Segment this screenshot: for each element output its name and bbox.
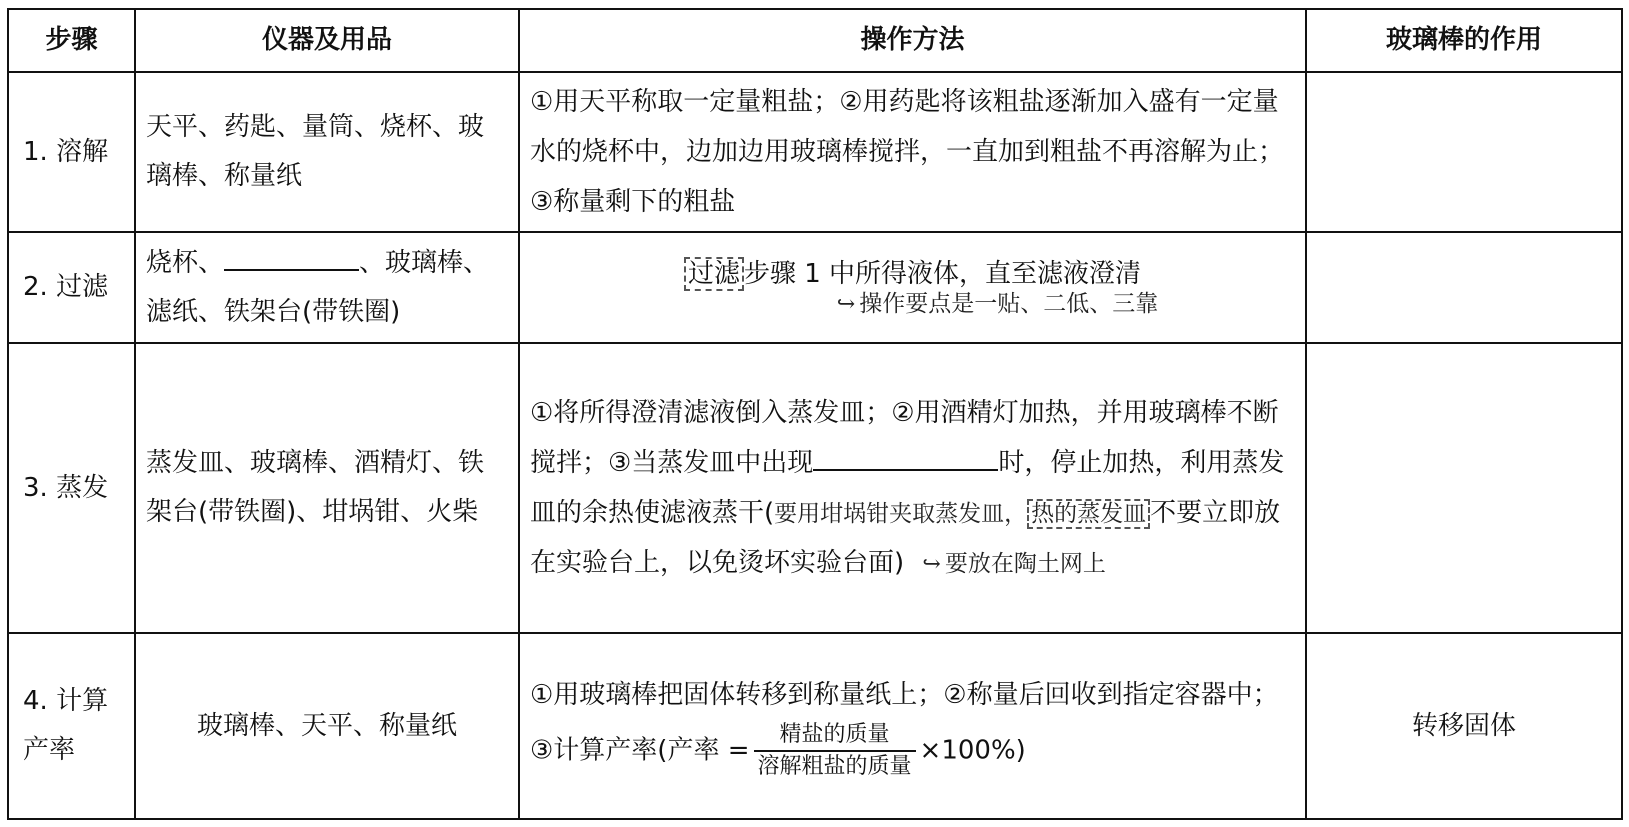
method-cell bbox=[519, 633, 1306, 819]
tools-cell: 玻璃棒、天平、称量纸 bbox=[135, 633, 519, 819]
tools-cell bbox=[135, 232, 519, 343]
rod-cell: 转移固体 bbox=[1306, 633, 1622, 819]
tools-text: 、玻璃棒、滤纸、铁架台(带铁圈) bbox=[146, 247, 490, 327]
header-rod: 玻璃棒的作用 bbox=[1306, 9, 1622, 72]
header-method: 操作方法 bbox=[519, 9, 1306, 72]
tools-cell: 蒸发皿、玻璃棒、酒精灯、铁架台(带铁圈)、坩埚钳、火柴 bbox=[135, 343, 519, 633]
header-tools: 仪器及用品 bbox=[135, 9, 519, 72]
table-row bbox=[8, 343, 1622, 633]
tools-cell: 天平、药匙、量筒、烧杯、玻璃棒、称量纸 bbox=[135, 72, 519, 232]
fraction-denominator: 溶解粗盐的质量 bbox=[757, 754, 912, 779]
handwritten-note: 操作要点是一贴、二低、三靠 bbox=[859, 291, 1159, 317]
method-cell bbox=[519, 343, 1306, 633]
table-row bbox=[8, 633, 1622, 819]
header-row bbox=[8, 9, 1622, 72]
method-text: 不要立即放在实验台上，以免烫坏实验台面) bbox=[530, 498, 1281, 578]
method-text: ×100%) bbox=[919, 735, 1026, 766]
fraction-numerator: 精盐的质量 bbox=[754, 720, 916, 752]
method-text: 产率 = bbox=[667, 735, 750, 766]
rod-cell bbox=[1306, 343, 1622, 633]
handwritten-note: 要放在陶土网上 bbox=[944, 551, 1106, 577]
header-step: 步骤 bbox=[8, 9, 135, 72]
step-cell: 3. 蒸发 bbox=[8, 343, 135, 633]
boxed-term: 热的蒸发皿 bbox=[1027, 499, 1150, 529]
yield-fraction bbox=[754, 720, 916, 782]
step-cell: 2. 过滤 bbox=[8, 232, 135, 343]
method-text: 要用坩埚钳夹取蒸发皿， bbox=[774, 501, 1028, 527]
method-text: ①将所得澄清滤液倒入蒸发皿；②用酒精灯加热，并用玻璃棒不断搅拌；③当蒸发皿中出现 bbox=[530, 398, 1279, 478]
method-cell bbox=[519, 232, 1306, 343]
table-row bbox=[8, 72, 1622, 232]
rod-cell bbox=[1306, 72, 1622, 232]
method-text: 时，停止加热，利用蒸发皿的余热使滤液蒸干( bbox=[530, 448, 1285, 528]
method-cell: ①用天平称取一定量粗盐；②用药匙将该粗盐逐渐加入盛有一定量水的烧杯中，边加边用玻璃棒搅拌，一直加到粗盐不再溶解为止；③称量剩下的粗盐 bbox=[519, 72, 1306, 232]
rod-cell bbox=[1306, 232, 1622, 343]
arrow-icon: ↪ bbox=[922, 552, 941, 577]
table-row bbox=[8, 232, 1622, 343]
step-cell: 4. 计算产率 bbox=[8, 633, 135, 819]
experiment-table bbox=[7, 8, 1623, 820]
arrow-icon: ↪ bbox=[836, 292, 856, 317]
fill-blank bbox=[224, 243, 359, 271]
fill-blank bbox=[813, 443, 998, 471]
boxed-term: 过滤 bbox=[684, 257, 744, 291]
method-text: 步骤 1 中所得液体，直至滤液澄清 bbox=[743, 259, 1142, 289]
method-text: ①用玻璃棒把固体转移到称量纸上；②称量后回收到指定容器中；③计算产率( bbox=[530, 680, 1279, 766]
step-cell: 1. 溶解 bbox=[8, 72, 135, 232]
tools-text: 烧杯、 bbox=[146, 247, 225, 278]
